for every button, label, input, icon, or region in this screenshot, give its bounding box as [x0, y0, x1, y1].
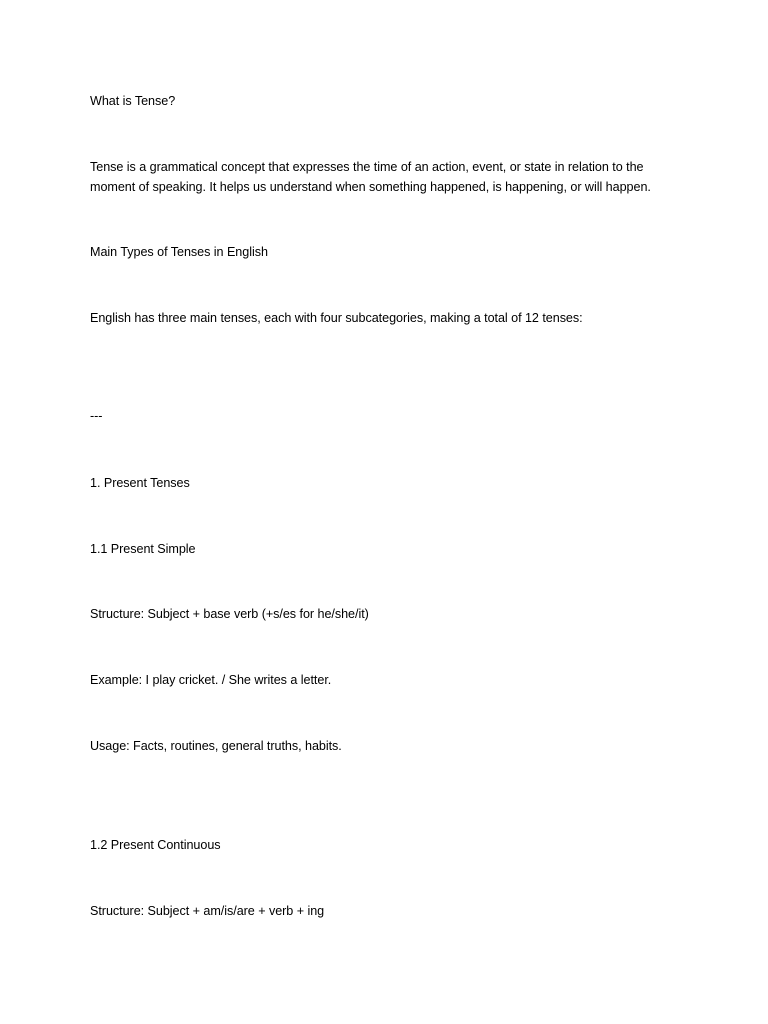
- present-simple-example: Example: I play cricket. / She writes a letter.: [90, 673, 332, 687]
- present-simple-usage: Usage: Facts, routines, general truths, habits.: [90, 739, 342, 753]
- section-heading-present: 1. Present Tenses: [90, 476, 190, 490]
- document-title: What is Tense?: [90, 94, 176, 108]
- subheading-present-continuous: 1.2 Present Continuous: [90, 838, 221, 852]
- intro-paragraph: Tense is a grammatical concept that expresses the time of an action, event, or state in relation to the moment of speaking. It helps us understand when something happened, is happening, or will happen.: [90, 160, 651, 194]
- subheading-present-simple: 1.1 Present Simple: [90, 542, 196, 556]
- present-continuous-structure: Structure: Subject + am/is/are + verb + ing: [90, 904, 325, 918]
- types-heading: Main Types of Tenses in English: [90, 245, 268, 259]
- present-simple-structure: Structure: Subject + base verb (+s/es for he/she/it): [90, 607, 369, 621]
- separator: ---: [90, 409, 103, 423]
- types-intro-paragraph: English has three main tenses, each with four subcategories, making a total of 12 tenses:: [90, 311, 583, 325]
